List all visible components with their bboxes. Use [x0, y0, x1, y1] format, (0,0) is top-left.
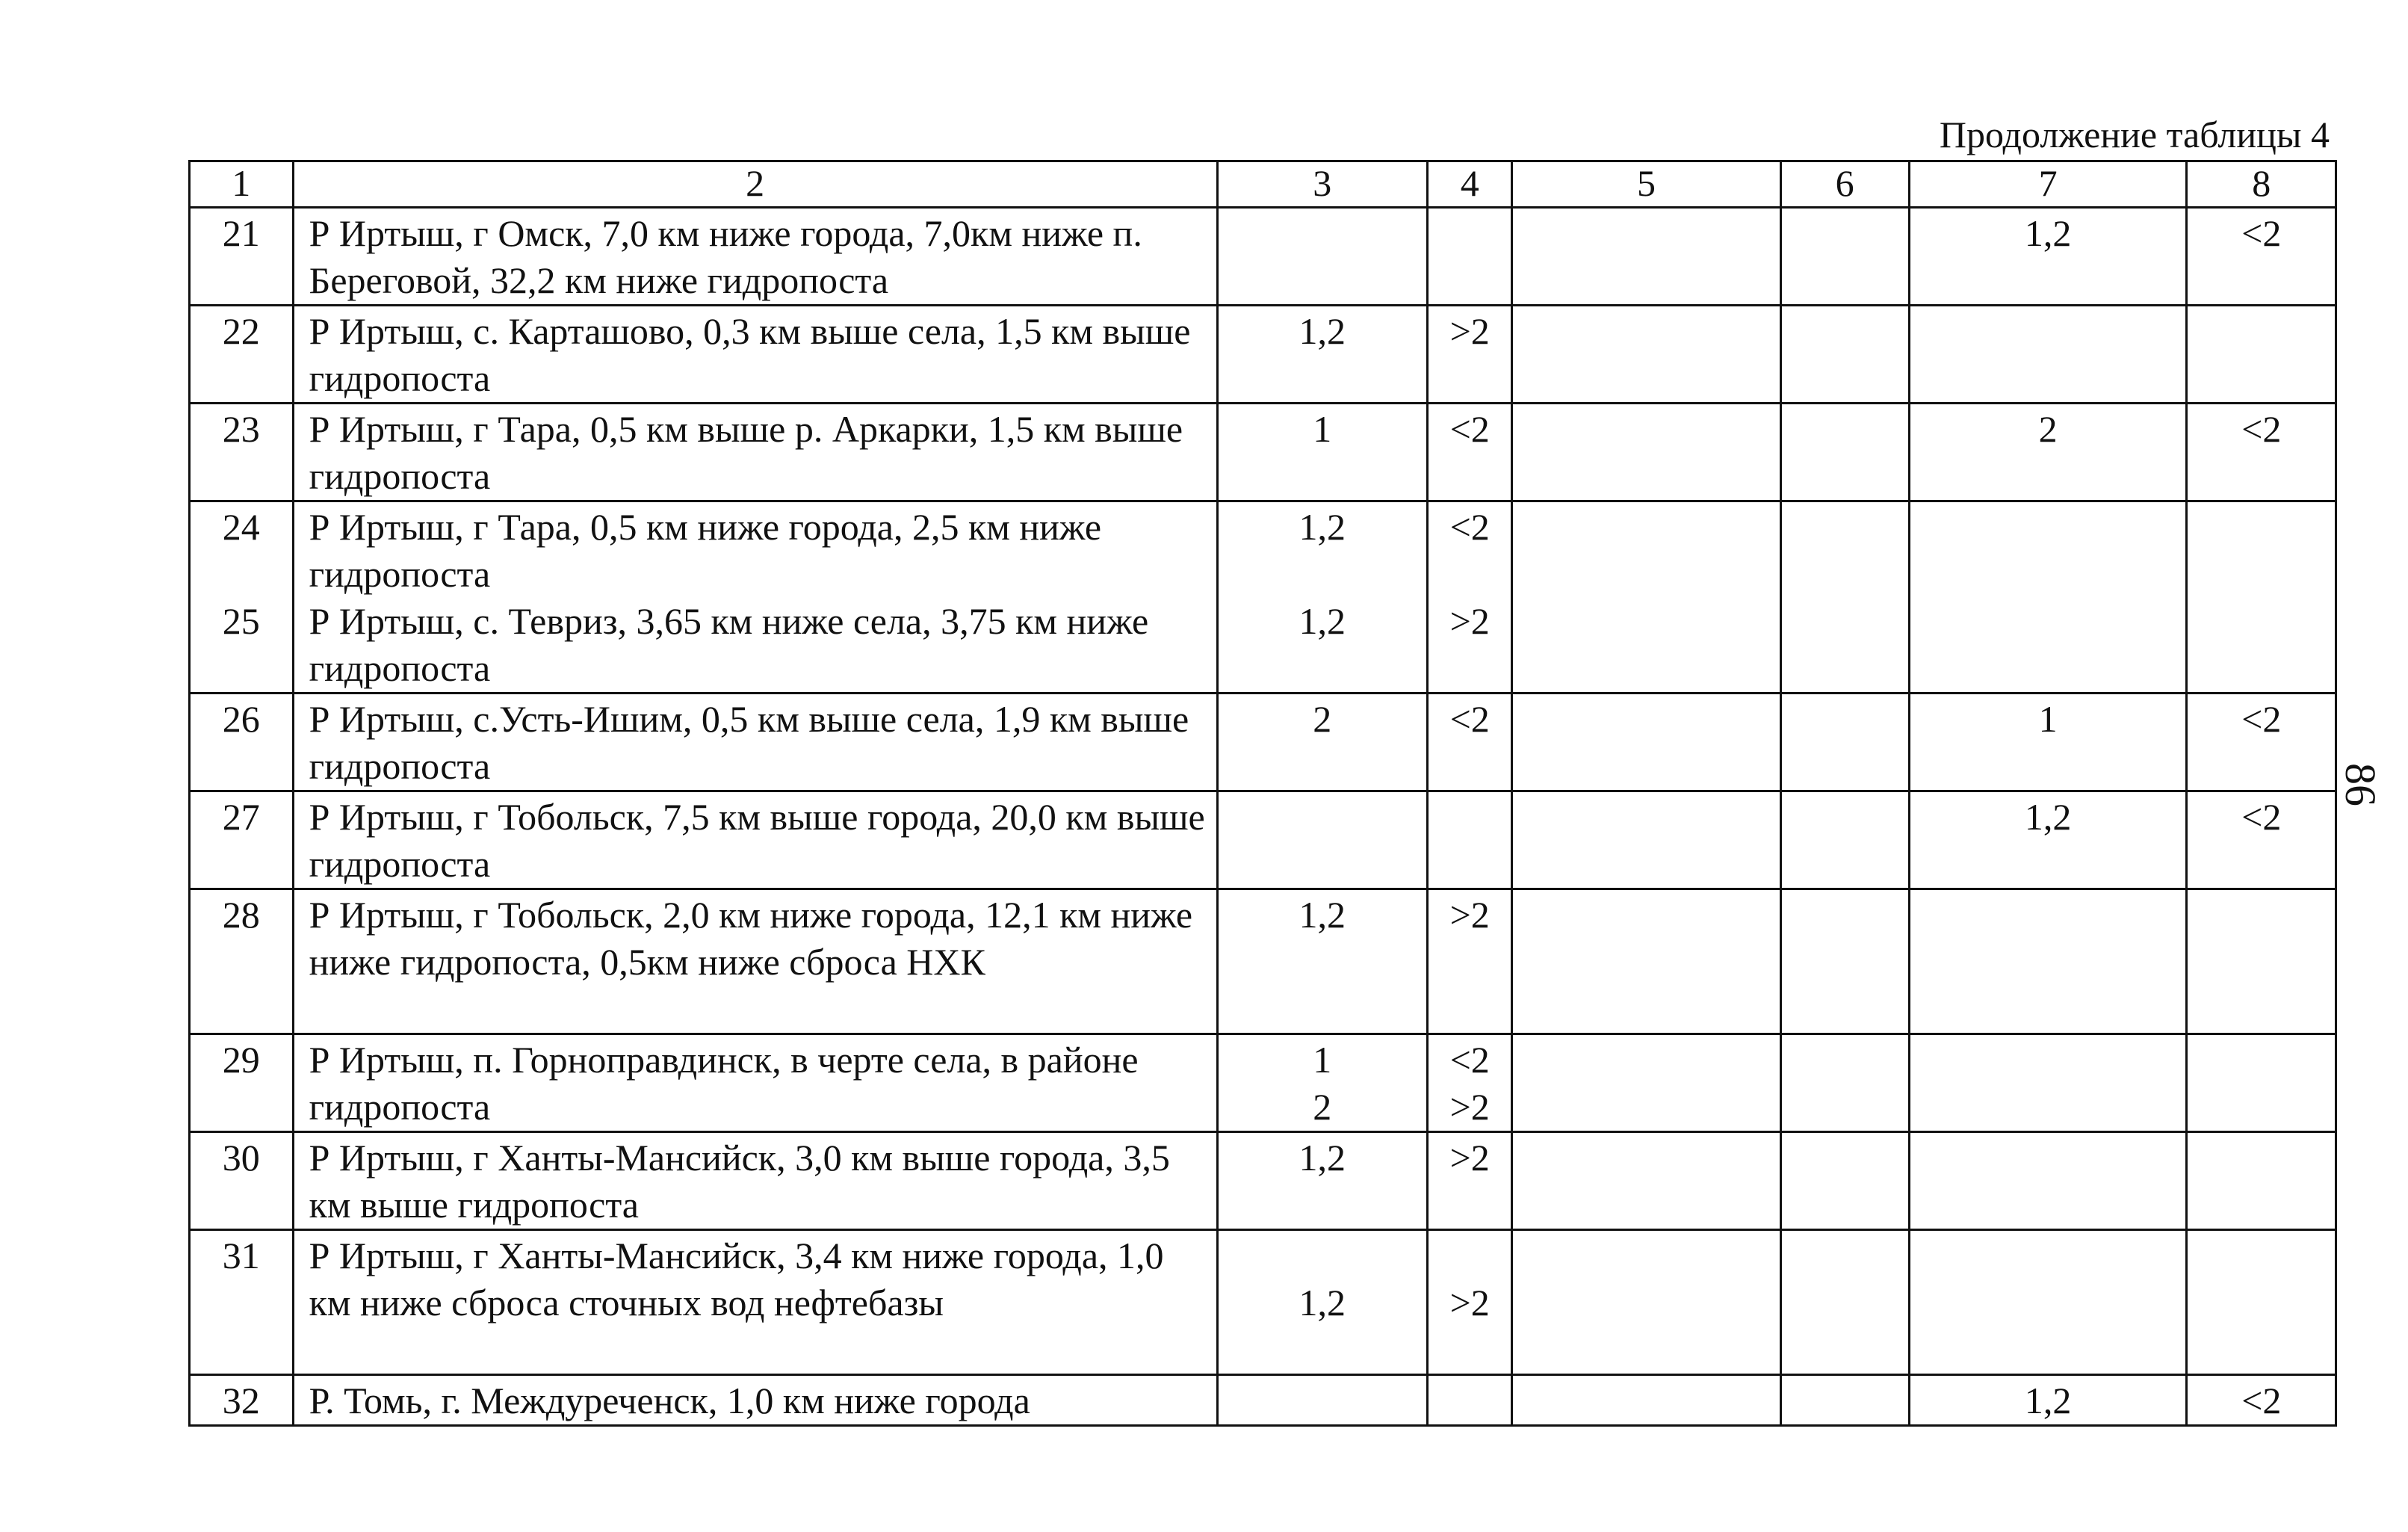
cell-col4 [1428, 791, 1512, 889]
row-number: 24 [222, 506, 260, 548]
cell-col3: 1,2 [1217, 306, 1427, 404]
table-row [190, 791, 2336, 889]
cell-col4: >2 [1428, 306, 1512, 404]
cell-col7 [1909, 501, 2187, 694]
cell-col6 [1780, 694, 1909, 791]
row-number: 27 [190, 791, 294, 889]
column-header: 8 [2187, 161, 2336, 208]
cell-col3: 1,2 [1217, 889, 1427, 1034]
row-number-group [190, 501, 294, 694]
site-description: Р Иртыш, с. Тевриз, 3,65 км ниже села, 3,75 км ниже гидропоста [309, 600, 1149, 689]
cell-col8: <2 [2187, 404, 2336, 501]
row-number: 23 [190, 404, 294, 501]
cell-col6 [1780, 404, 1909, 501]
cell-col8: <2 [2187, 694, 2336, 791]
table-row [190, 208, 2336, 306]
cell-col4: <2 [1428, 694, 1512, 791]
row-number: 30 [190, 1132, 294, 1230]
cell-col4: >2 [1428, 889, 1512, 1034]
row-number: 29 [190, 1034, 294, 1132]
cell-col4: >2 [1428, 1230, 1512, 1375]
cell-col8 [2187, 1132, 2336, 1230]
cell-col7: 1,2 [1909, 1375, 2187, 1426]
cell-col8 [2187, 501, 2336, 694]
cell-col6 [1780, 791, 1909, 889]
table-row [190, 1132, 2336, 1230]
column-header: 4 [1428, 161, 1512, 208]
column-header: 7 [1909, 161, 2187, 208]
column-header: 6 [1780, 161, 1909, 208]
cell-col5 [1512, 1230, 1780, 1375]
cell-col5 [1512, 694, 1780, 791]
cell-value: 2 [1313, 1086, 1332, 1128]
cell-col7: 1,2 [1909, 208, 2187, 306]
cell-value: >2 [1449, 1086, 1490, 1128]
cell-value: 1,2 [1299, 506, 1346, 548]
cell-col6 [1780, 501, 1909, 694]
cell-col5 [1512, 1034, 1780, 1132]
column-header: 2 [293, 161, 1217, 208]
row-number: 32 [190, 1375, 294, 1426]
cell-col5 [1512, 1132, 1780, 1230]
site-description: Р Иртыш, г Тобольск, 2,0 км ниже города, 12,1 км ниже ниже гидропоста, 0,5км ниже сброса НХК [293, 889, 1217, 1034]
cell-col6 [1780, 1230, 1909, 1375]
table-row [190, 1375, 2336, 1426]
row-number: 26 [190, 694, 294, 791]
cell-col5 [1512, 889, 1780, 1034]
site-description: Р Иртыш, с.Усть-Ишим, 0,5 км выше села, 1,9 км выше гидропоста [293, 694, 1217, 791]
site-description: Р Иртыш, п. Горноправдинск, в черте села, в районе гидропоста [293, 1034, 1217, 1132]
table-caption: Продолжение таблицы 4 [1939, 114, 2330, 155]
cell-col3: 1 [1217, 404, 1427, 501]
data-table [188, 160, 2337, 1427]
cell-col5 [1512, 404, 1780, 501]
cell-col5 [1512, 1375, 1780, 1426]
cell-col5 [1512, 791, 1780, 889]
site-description: Р Иртыш, г Ханты-Мансийск, 3,0 км выше города, 3,5 км выше гидропоста [293, 1132, 1217, 1230]
site-description: Р Иртыш, г Омск, 7,0 км ниже города, 7,0км ниже п. Береговой, 32,2 км ниже гидропоста [293, 208, 1217, 306]
column-header: 3 [1217, 161, 1427, 208]
row-number: 22 [190, 306, 294, 404]
cell-col8 [2187, 306, 2336, 404]
row-number: 28 [190, 889, 294, 1034]
site-description: Р. Томь, г. Междуреченск, 1,0 км ниже города [293, 1375, 1217, 1426]
cell-col4: >2 [1428, 1132, 1512, 1230]
cell-col8: <2 [2187, 791, 2336, 889]
cell-col8 [2187, 1034, 2336, 1132]
cell-col6 [1780, 1132, 1909, 1230]
site-description: Р Иртыш, г Тобольск, 7,5 км выше города, 20,0 км выше гидропоста [293, 791, 1217, 889]
table-header-row [190, 161, 2336, 208]
cell-col6 [1780, 889, 1909, 1034]
cell-col6 [1780, 1375, 1909, 1426]
site-description: Р Иртыш, г Ханты-Мансийск, 3,4 км ниже города, 1,0 км ниже сброса сточных вод нефтебазы [293, 1230, 1217, 1375]
site-description: Р Иртыш, с. Карташово, 0,3 км выше села, 1,5 км выше гидропоста [293, 306, 1217, 404]
table-row [190, 694, 2336, 791]
cell-col3: 1,2 [1217, 1132, 1427, 1230]
cell-col8 [2187, 889, 2336, 1034]
site-description: Р Иртыш, г Тара, 0,5 км выше р. Аркарки, 1,5 км выше гидропоста [293, 404, 1217, 501]
cell-col7: 1 [1909, 694, 2187, 791]
table-row [190, 501, 2336, 694]
cell-col5 [1512, 501, 1780, 694]
cell-value: <2 [1449, 506, 1490, 548]
cell-col3: 2 [1217, 694, 1427, 791]
cell-col4 [1428, 1034, 1512, 1132]
table-row [190, 306, 2336, 404]
cell-value: 1,2 [1299, 600, 1346, 642]
row-number: 31 [190, 1230, 294, 1375]
cell-col7 [1909, 1132, 2187, 1230]
cell-value: >2 [1449, 600, 1490, 642]
cell-col7 [1909, 306, 2187, 404]
site-description: Р Иртыш, г Тара, 0,5 км ниже города, 2,5 км ниже гидропоста [309, 506, 1102, 595]
cell-col5 [1512, 306, 1780, 404]
cell-col7: 1,2 [1909, 791, 2187, 889]
cell-col4: <2 [1428, 404, 1512, 501]
row-number: 25 [222, 600, 260, 642]
cell-col7 [1909, 1034, 2187, 1132]
cell-col7 [1909, 889, 2187, 1034]
column-header: 5 [1512, 161, 1780, 208]
column-header: 1 [190, 161, 294, 208]
table-row [190, 404, 2336, 501]
site-description-group [293, 501, 1217, 694]
cell-col6 [1780, 1034, 1909, 1132]
table-row [190, 889, 2336, 1034]
cell-col4 [1428, 208, 1512, 306]
cell-value: <2 [1449, 1039, 1490, 1081]
cell-col7: 2 [1909, 404, 2187, 501]
cell-col7 [1909, 1230, 2187, 1375]
cell-col3 [1217, 1375, 1427, 1426]
cell-col3 [1217, 791, 1427, 889]
row-number: 21 [190, 208, 294, 306]
table-row [190, 1230, 2336, 1375]
cell-col6 [1780, 306, 1909, 404]
cell-col5 [1512, 208, 1780, 306]
cell-col3 [1217, 501, 1427, 694]
table-row [190, 1034, 2336, 1132]
cell-col8: <2 [2187, 208, 2336, 306]
cell-col4 [1428, 501, 1512, 694]
cell-col6 [1780, 208, 1909, 306]
page-number: 86 [2336, 763, 2385, 806]
cell-col4 [1428, 1375, 1512, 1426]
cell-col8 [2187, 1230, 2336, 1375]
cell-col8: <2 [2187, 1375, 2336, 1426]
cell-col3: 1,2 [1217, 1230, 1427, 1375]
cell-col3 [1217, 1034, 1427, 1132]
cell-value: 1 [1313, 1039, 1332, 1081]
cell-col3 [1217, 208, 1427, 306]
